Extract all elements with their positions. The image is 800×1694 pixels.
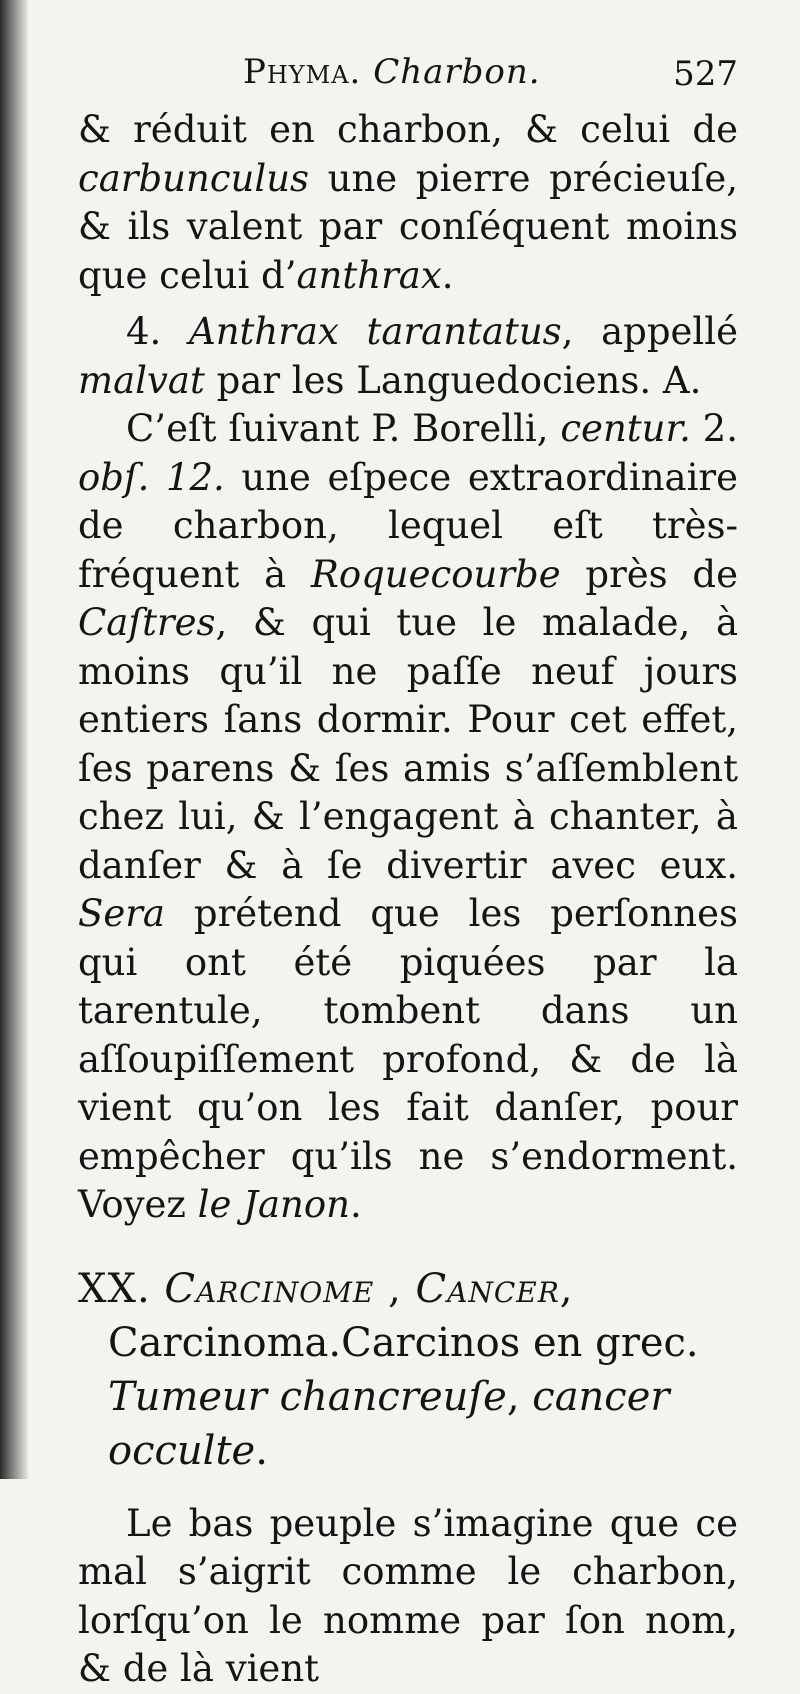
running-head (78, 48, 738, 106)
heading-title: XX. Carcinome , Cancer, (78, 1265, 574, 1312)
heading-latin: Carcinoma.Carcinos en grec. (108, 1319, 699, 1366)
paragraph-3: C’eſt ſuivant P. Borelli, centur. 2. obſ. 12. une eſpece extraordinaire de charbon, lequel eſt très-fréquent à Roquecourbe près de Caſtres, & qui tue le malade, à moins qu’il ne paſſe neuf jours entiers ſans dormir. Pour cet effet, ſes parens & ſes amis s’aſſemblent chez lui, & l’engagent à chanter, à danſer & à ſe divertir avec eux. Sera prétend que les perſonnes qui ont été piquées par la tarentule, tombent dans un aſſoupiſſement profond, & de là vient qu’on les fait danſer, pour empêcher qu’ils ne s’endorment. Voyez le Janon. (78, 407, 739, 1226)
page-gutter-shadow (0, 0, 28, 1479)
section-heading (78, 1262, 738, 1478)
paragraph-2: 4. Anthrax tarantatus, appellé malvat par les Languedociens. A. (78, 310, 738, 402)
paragraph-4: Le bas peuple s’imagine que ce mal s’aigrit comme le charbon, lorſqu’on le nomme par ſon nom, & de là vient (78, 1501, 738, 1690)
page-number: 527 (673, 54, 738, 94)
book-page (78, 48, 738, 1694)
running-head-title: Phyma. Charbon. (243, 52, 541, 92)
paragraph-1: & réduit en charbon, & celui de carbunculus une pierre précieuſe, & ils valent par conſéquent moins que celui d’anthrax. (78, 108, 738, 297)
heading-french: Tumeur chancreuſe, cancer occulte. (108, 1373, 670, 1474)
